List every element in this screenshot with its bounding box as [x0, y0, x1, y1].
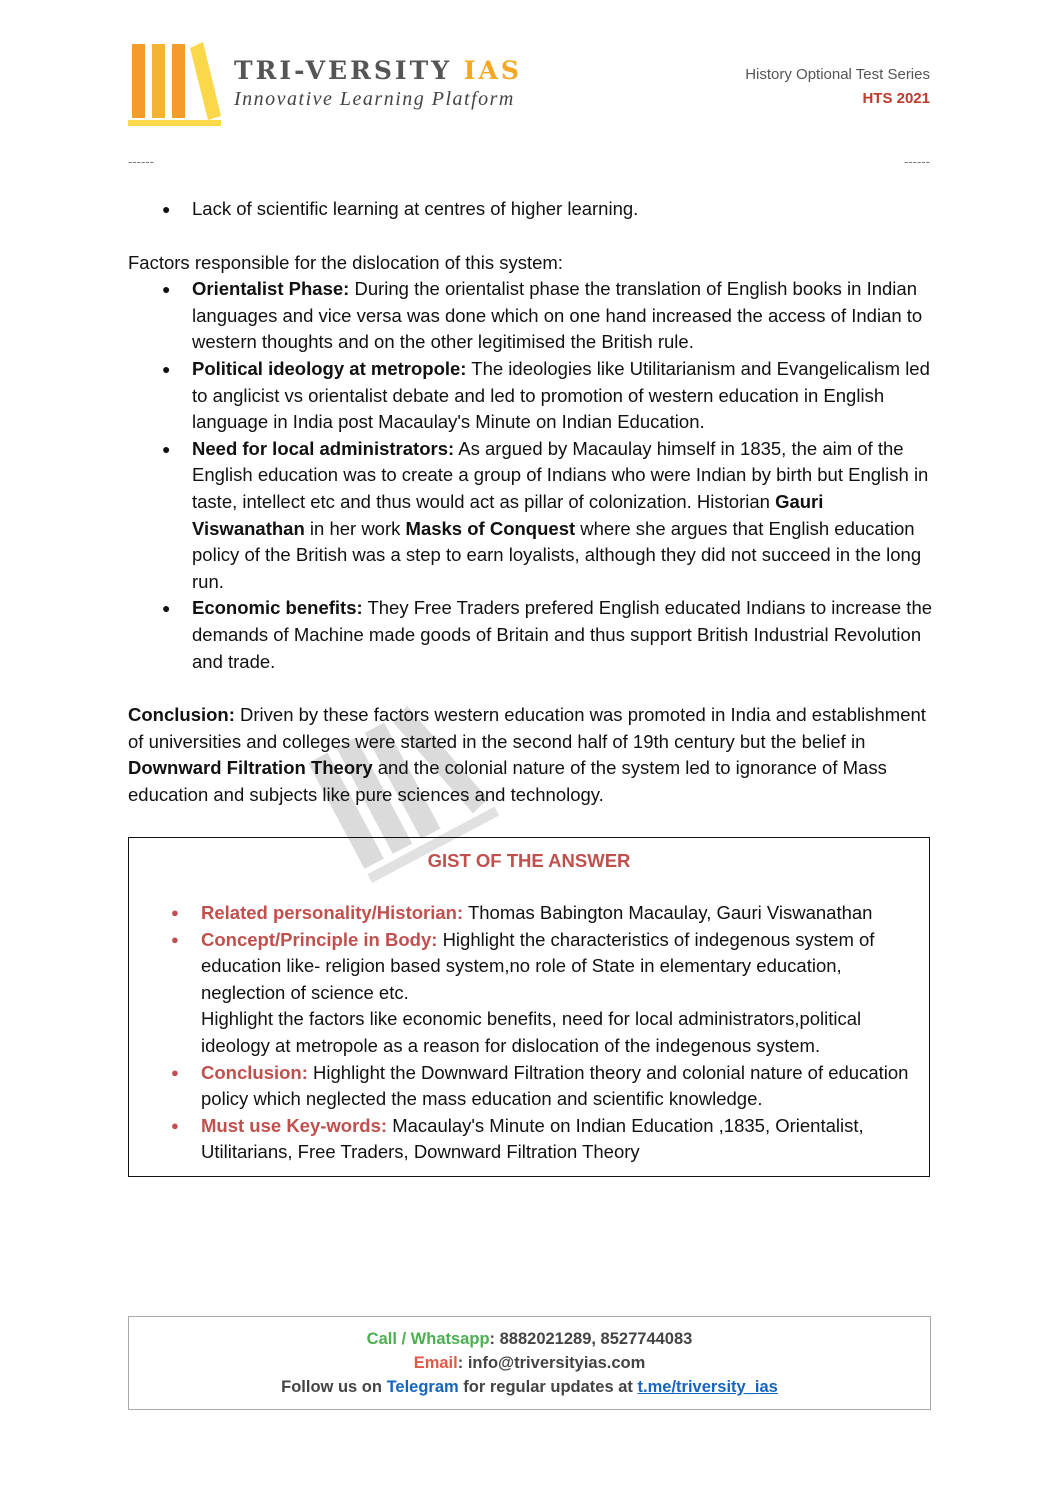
historian-name: Gauri Viswanathan — [192, 490, 824, 539]
conclusion-text: and the colonial nature of the system led to ignorance of Mass education and subjects like pure sciences and technology. — [128, 757, 887, 805]
separator-left: ------ — [128, 154, 154, 169]
gist-title: GIST OF THE ANSWER — [427, 850, 631, 871]
factor-orientalist — [128, 276, 933, 356]
factor-text: As argued by Macaulay himself in 1835, the aim of the English education was to create a group of Indians who were Indian by birth but English in taste, intellect etc and thus would act as pillar of colonization. Historian — [192, 437, 929, 512]
contact-footer — [128, 1316, 931, 1410]
gist-item — [129, 1060, 919, 1113]
gist-item — [129, 927, 919, 1060]
contact-telegram-line — [129, 1375, 930, 1399]
gist-text: Macaulay's Minute on Indian Education ,1835, Orientalist, Utilitarians, Free Traders, Downward Filtration Theory — [201, 1114, 864, 1163]
factors-heading: Factors responsible for the dislocation of this system: — [128, 251, 563, 273]
factor-economic-benefits — [128, 595, 933, 675]
gist-label: Concept/Principle in Body: — [201, 928, 438, 950]
factor-label: Need for local administrators: — [192, 437, 455, 459]
gist-item — [129, 1113, 919, 1166]
conclusion-theory: Downward Filtration Theory — [128, 757, 373, 779]
email-label: Email — [413, 1354, 458, 1372]
gist-text: Highlight the Downward Filtration theory and colonial nature of education policy which neglected the mass education and scientific knowledge. — [201, 1061, 909, 1110]
telegram-link[interactable]: t.me/triversity_ias — [637, 1378, 778, 1396]
gist-text: Highlight the factors like economic benefits, need for local administrators,political ideology at metropole as a reason for dislocation of the indegenous system. — [201, 1008, 862, 1056]
factor-text: in her work — [309, 517, 401, 539]
separator-right: ------ — [904, 154, 930, 169]
factor-label: Economic benefits: — [192, 597, 363, 619]
factor-text: where she argues that English education policy of the British was a step to earn loyalists, although they did not succeed in the long run. — [192, 517, 922, 592]
factor-text: They Free Traders prefered English educated Indians to increase the demands of Machine made goods of Britain and thus support British Industrial Revolution and trade. — [192, 597, 933, 672]
gist-text: Thomas Babington Macaulay, Gauri Viswanathan — [467, 902, 873, 923]
factor-local-administrators — [128, 436, 933, 596]
factor-label: Orientalist Phase: — [192, 278, 350, 300]
phone-numbers: 8882021289, 8527744083 — [499, 1330, 693, 1348]
conclusion-paragraph — [128, 702, 933, 808]
brand-name-main: TRI-VERSITY — [234, 56, 453, 85]
factor-label: Political ideology at metropole: — [192, 357, 467, 379]
gist-label: Must use Key-words: — [201, 1114, 388, 1136]
test-series-title: History Optional Test Series — [745, 66, 930, 83]
gist-label: Related personality/Historian: — [201, 902, 464, 923]
email-address[interactable]: info@triversityias.com — [467, 1354, 646, 1372]
follow-text: Follow us on — [281, 1378, 382, 1396]
list-item: ● Lack of scientific learning at centres of higher learning. — [128, 196, 933, 223]
factors-list — [128, 276, 933, 675]
brand-logo — [128, 40, 228, 128]
gist-text: Highlight the characteristics of indegenous system of education like- religion based system,no role of State in elementary education, neglection of science etc. — [201, 928, 875, 1003]
gist-box — [128, 837, 930, 1177]
telegram-label: Telegram — [386, 1378, 459, 1396]
answer-body — [128, 196, 933, 808]
factor-text: The ideologies like Utilitarianism and Evangelicalism led to anglicist vs orientalist debate and led to promotion of western education in English language in India post Macaulay's Minute on Indian Education. — [192, 357, 930, 433]
conclusion-label: Conclusion: — [128, 704, 235, 726]
gist-label: Conclusion: — [201, 1061, 308, 1083]
brand-name — [234, 56, 522, 85]
contact-email-line: Email: info@triversityias.com — [413, 1354, 646, 1372]
phone-label: Call / Whatsapp — [366, 1330, 490, 1348]
intro-list — [128, 196, 933, 223]
brand-name-ias: IAS — [463, 56, 522, 85]
book-title: Masks of Conquest — [405, 517, 576, 539]
contact-phone-line: Call / Whatsapp: 8882021289, 8527744083 — [366, 1330, 693, 1348]
test-series-code: HTS 2021 — [862, 90, 930, 107]
factor-political-ideology — [128, 356, 933, 436]
factor-text: During the orientalist phase the translation of English books in Indian languages and vice versa was done which on one hand increased the access of Indian to western thoughts and on the other legitimised the British rule. — [192, 278, 923, 353]
follow-text: for regular updates at — [463, 1378, 633, 1396]
conclusion-text: Driven by these factors western education was promoted in India and establishment of universities and colleges were started in the second half of 19th century but the belief in — [128, 704, 926, 752]
brand-tagline: Innovative Learning Platform — [234, 88, 515, 110]
gist-list — [129, 900, 919, 1166]
gist-item — [129, 900, 919, 927]
